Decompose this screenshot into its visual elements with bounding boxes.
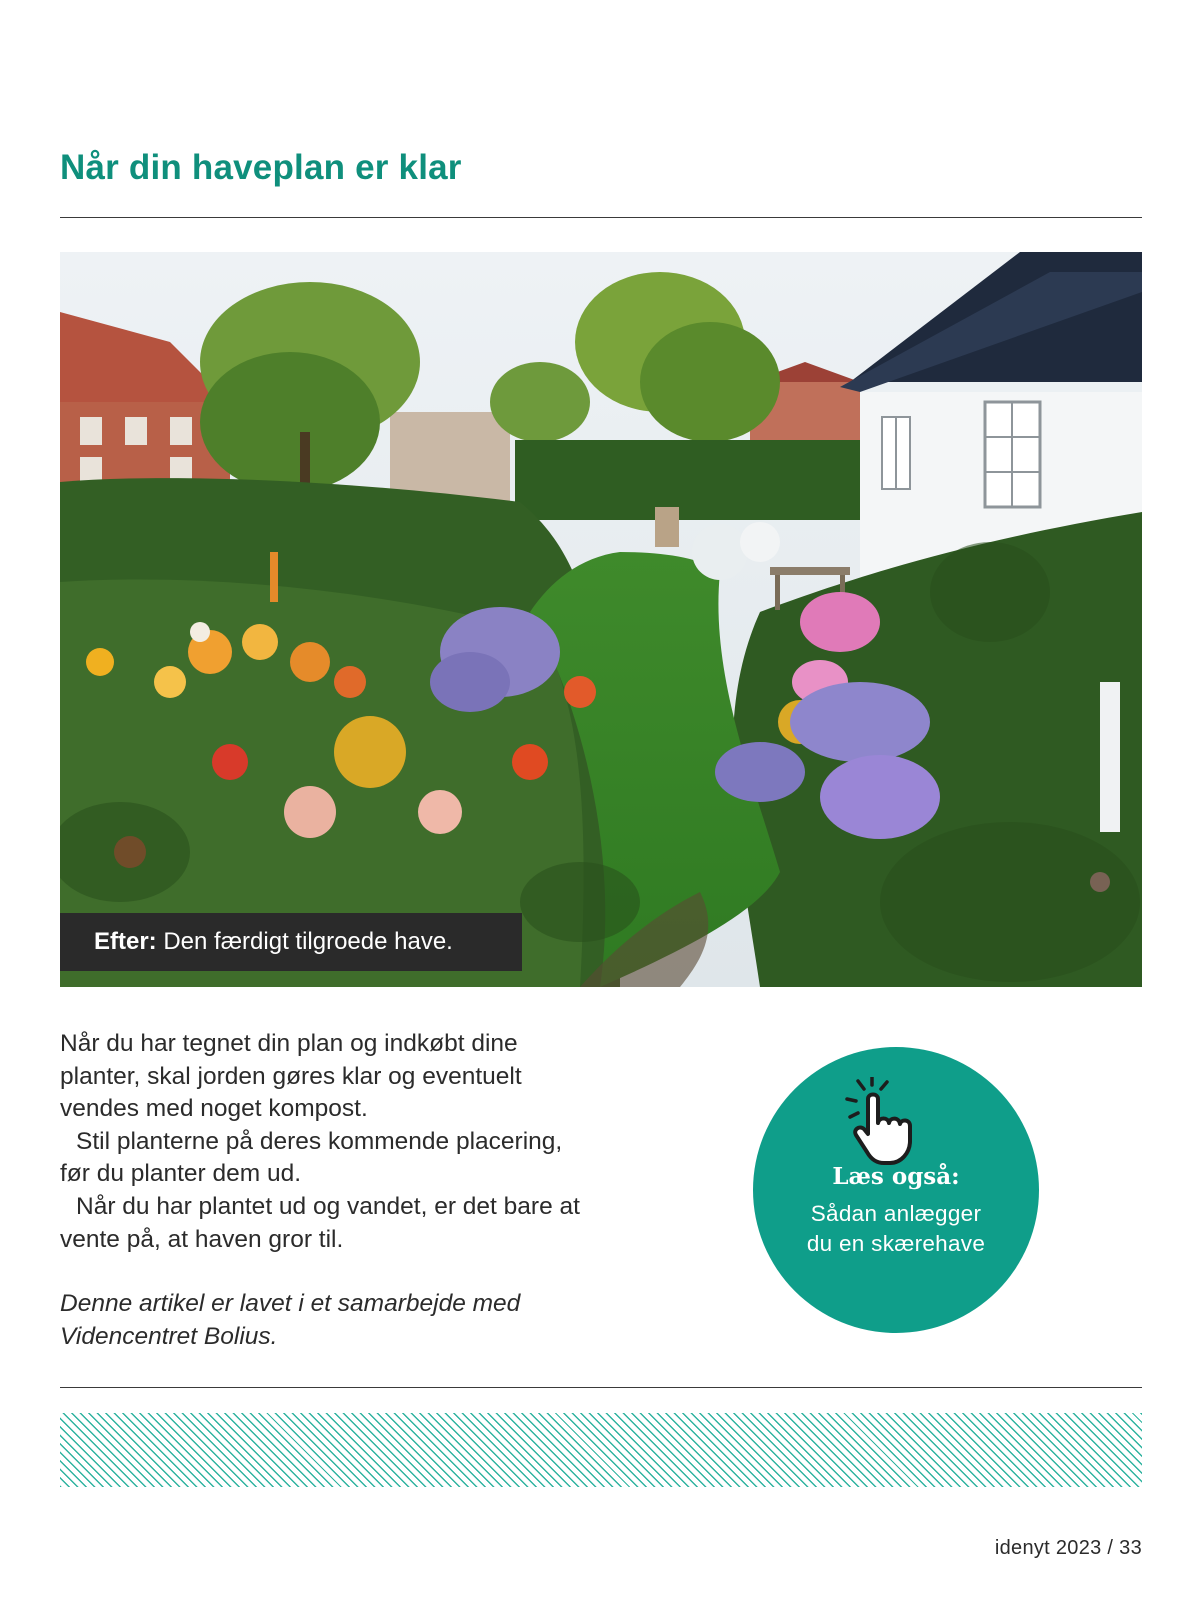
paragraph-2: Stil planterne på deres kommende placering, før du planter dem ud.	[60, 1127, 563, 1188]
article-credit: Denne artikel er lavet i et samarbejde med Videncentret Bolius.	[60, 1290, 521, 1350]
read-also-line-1: Sådan anlægger	[810, 1201, 982, 1226]
caption-text: Den færdigt tilgroede have.	[156, 928, 453, 955]
divider-top	[60, 217, 1142, 218]
read-also-link[interactable]	[753, 1047, 1039, 1333]
hatched-band	[60, 1413, 1142, 1487]
caption-label: Efter:	[94, 928, 157, 955]
page-title: Når din haveplan er klar	[60, 148, 462, 187]
article-body	[60, 1028, 580, 1353]
garden-photo	[60, 252, 1142, 987]
garden-illustration	[60, 252, 1142, 987]
paragraph-3: Når du har plantet ud og vandet, er det bare at vente på, at haven gror til.	[60, 1192, 580, 1253]
pointing-hand-icon	[838, 1077, 948, 1167]
paragraph-1: Når du har tegnet din plan og indkøbt dine planter, skal jorden gøres klar og eventuelt vendes med noget kompost.	[60, 1030, 522, 1123]
page-footer: idenyt 2023 / 33	[994, 1537, 1142, 1559]
divider-bottom	[60, 1387, 1142, 1388]
photo-caption	[60, 913, 522, 971]
read-also-line-2: du en skærehave	[806, 1231, 986, 1256]
read-also-title: Læs også:	[832, 1163, 960, 1190]
